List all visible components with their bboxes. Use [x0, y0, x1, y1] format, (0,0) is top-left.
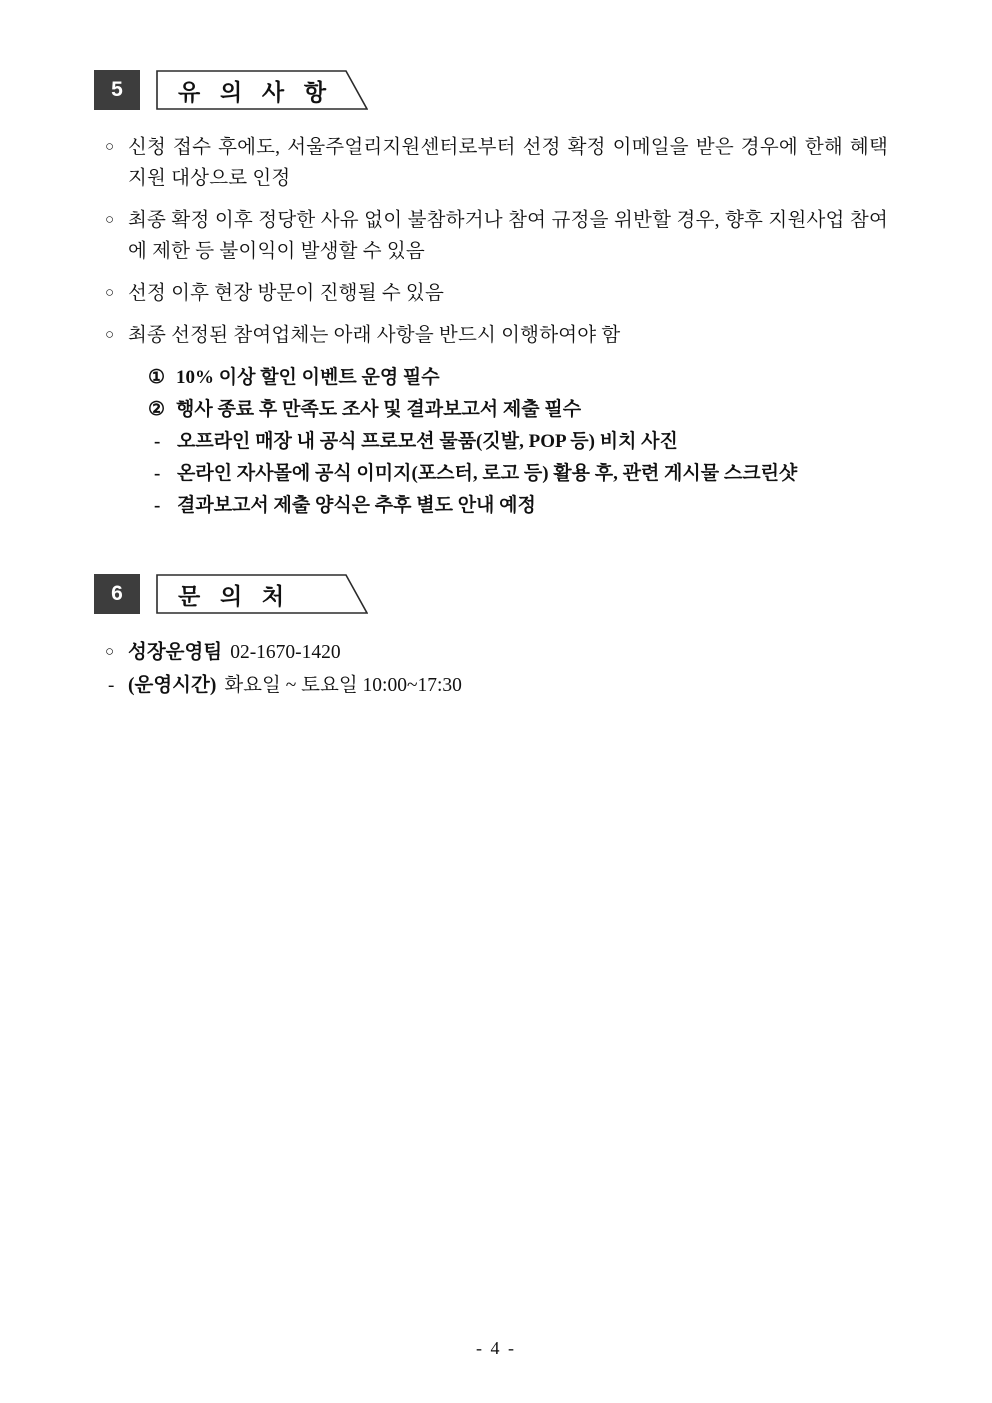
section-banner-5 [156, 70, 366, 110]
list-item [102, 320, 920, 351]
sub-marker: ② [148, 399, 166, 420]
sub-marker-dash: - [154, 431, 161, 452]
contact-team-label: 성장운영팀 [128, 642, 223, 663]
contact-phone-number: 02-1670-1420 [230, 642, 341, 663]
sub-list-item-text: 온라인 자사몰에 공식 이미지(포스터, 로고 등) 활용 후, 관련 게시물 스크린샷 [177, 463, 798, 484]
sub-marker-dash: - [154, 463, 161, 484]
sub-marker-dash: - [154, 495, 161, 516]
bullet-marker-dash: - [108, 675, 115, 696]
sub-list-item-text: 10% 이상 할인 이벤트 운영 필수 [176, 367, 440, 388]
list-item [102, 205, 920, 267]
sub-list-item-text: 행사 종료 후 만족도 조사 및 결과보고서 제출 필수 [176, 399, 582, 420]
bullet-marker: ○ [105, 644, 115, 660]
section-banner-6 [156, 574, 366, 614]
sub-list [102, 362, 920, 522]
contact-line [102, 669, 920, 702]
list-item-text: 선정 이후 현장 방문이 진행될 수 있음 [128, 283, 445, 304]
bullet-marker: ○ [105, 212, 115, 228]
contact-hours-value: 화요일 ~ 토요일 10:00~17:30 [224, 675, 462, 696]
contact-line [102, 636, 920, 669]
sub-list-item-text: 오프라인 매장 내 공식 프로모션 물품(깃발, POP 등) 비치 사진 [177, 431, 678, 452]
sub-list-item-text: 결과보고서 제출 양식은 추후 별도 안내 예정 [177, 495, 536, 516]
section-body-6 [72, 636, 920, 702]
section-title-6: 문 의 처 [178, 583, 292, 609]
bullet-marker: ○ [105, 139, 115, 155]
section-title-5: 유 의 사 항 [178, 79, 334, 105]
section-number-5: 5 [94, 70, 140, 110]
list-item [102, 132, 920, 194]
sub-list-item [148, 490, 920, 522]
list-item [102, 278, 920, 309]
section-body-5 [72, 132, 920, 522]
list-item-text: 최종 확정 이후 정당한 사유 없이 불참하거나 참여 규정을 위반할 경우, 향후 지원사업 참여에 제한 등 불이익이 발생할 수 있음 [128, 210, 888, 262]
bullet-marker: ○ [105, 327, 115, 343]
sub-list-item [148, 426, 920, 458]
sub-list-item [148, 394, 920, 426]
bullet-marker: ○ [105, 285, 115, 301]
contact-hours-label: (운영시간) [128, 675, 217, 696]
section-number-6: 6 [94, 574, 140, 614]
list-item-text: 신청 접수 후에도, 서울주얼리지원센터로부터 선정 확정 이메일을 받은 경우에 한해 혜택 지원 대상으로 인정 [128, 137, 888, 189]
sub-list-item [148, 362, 920, 394]
sub-marker: ① [148, 367, 166, 388]
sub-list-item [148, 458, 920, 490]
list-item-text: 최종 선정된 참여업체는 아래 사항을 반드시 이행하여야 함 [128, 325, 621, 346]
section-header-6 [94, 574, 920, 614]
section-header-5 [94, 70, 920, 110]
page-number: - 4 - [476, 1338, 516, 1358]
